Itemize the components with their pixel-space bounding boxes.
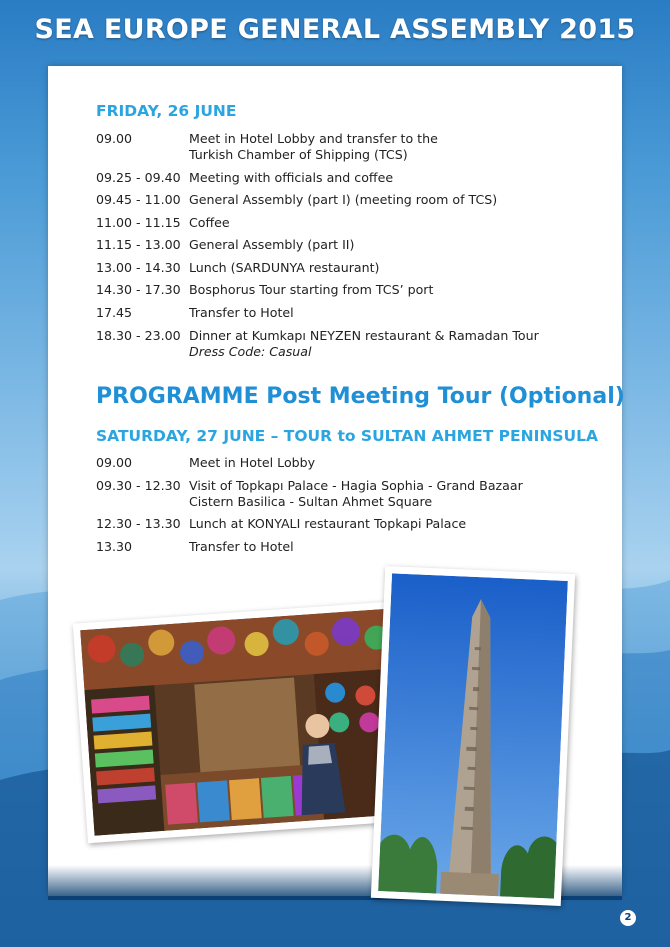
row-time: 11.15 - 13.00 xyxy=(96,237,181,252)
obelisk-illustration xyxy=(378,573,568,898)
row-desc xyxy=(189,328,609,360)
row-time: 11.00 - 11.15 xyxy=(96,215,181,230)
row-desc: Meeting with officials and coffee xyxy=(189,170,394,185)
row-time: 09.45 - 11.00 xyxy=(96,192,181,207)
row-time: 09.30 - 12.30 xyxy=(96,478,181,493)
row-desc: Transfer to Hotel xyxy=(189,305,294,320)
row-time: 09.25 - 09.40 xyxy=(96,170,181,185)
row-desc: Lunch (SARDUNYA restaurant) xyxy=(189,260,380,275)
row-desc-line2: Cistern Basilica - Sultan Ahmet Square xyxy=(189,494,433,509)
bazaar-illustration xyxy=(80,608,410,836)
page-number: 2 xyxy=(620,910,636,926)
row-desc: Bosphorus Tour starting from TCS’ port xyxy=(189,282,434,297)
row-desc: General Assembly (part II) xyxy=(189,237,355,252)
obelisk-photo xyxy=(371,566,575,906)
row-desc-line1: Dinner at Kumkapı NEYZEN restaurant & Ramadan Tour xyxy=(189,328,539,343)
row-desc: Transfer to Hotel xyxy=(189,539,294,554)
row-desc-line2: Turkish Chamber of Shipping (TCS) xyxy=(189,147,408,162)
row-desc xyxy=(189,478,609,510)
row-time: 17.45 xyxy=(96,305,133,320)
saturday-heading: SATURDAY, 27 JUNE – TOUR to SULTAN AHMET PENINSULA xyxy=(96,427,598,445)
row-time: 09.00 xyxy=(96,131,133,146)
programme-heading: PROGRAMME Post Meeting Tour (Optional) xyxy=(96,384,625,409)
row-time: 12.30 - 13.30 xyxy=(96,516,181,531)
row-desc-line1: Meet in Hotel Lobby and transfer to the xyxy=(189,131,438,146)
friday-heading: FRIDAY, 26 JUNE xyxy=(96,102,237,120)
row-desc: General Assembly (part I) (meeting room of TCS) xyxy=(189,192,498,207)
row-time: 09.00 xyxy=(96,455,133,470)
row-desc: Coffee xyxy=(189,215,230,230)
grand-bazaar-photo xyxy=(73,601,418,843)
row-time: 18.30 - 23.00 xyxy=(96,328,181,343)
row-time: 14.30 - 17.30 xyxy=(96,282,181,297)
row-desc xyxy=(189,131,609,163)
dress-code-note: Dress Code: Casual xyxy=(189,344,312,359)
page-title: SEA EUROPE GENERAL ASSEMBLY 2015 xyxy=(34,14,636,45)
row-desc-line1: Visit of Topkapı Palace - Hagia Sophia - Grand Bazaar xyxy=(189,478,523,493)
row-time: 13.30 xyxy=(96,539,133,554)
row-time: 13.00 - 14.30 xyxy=(96,260,181,275)
row-desc: Meet in Hotel Lobby xyxy=(189,455,316,470)
row-desc: Lunch at KONYALI restaurant Topkapi Palace xyxy=(189,516,467,531)
